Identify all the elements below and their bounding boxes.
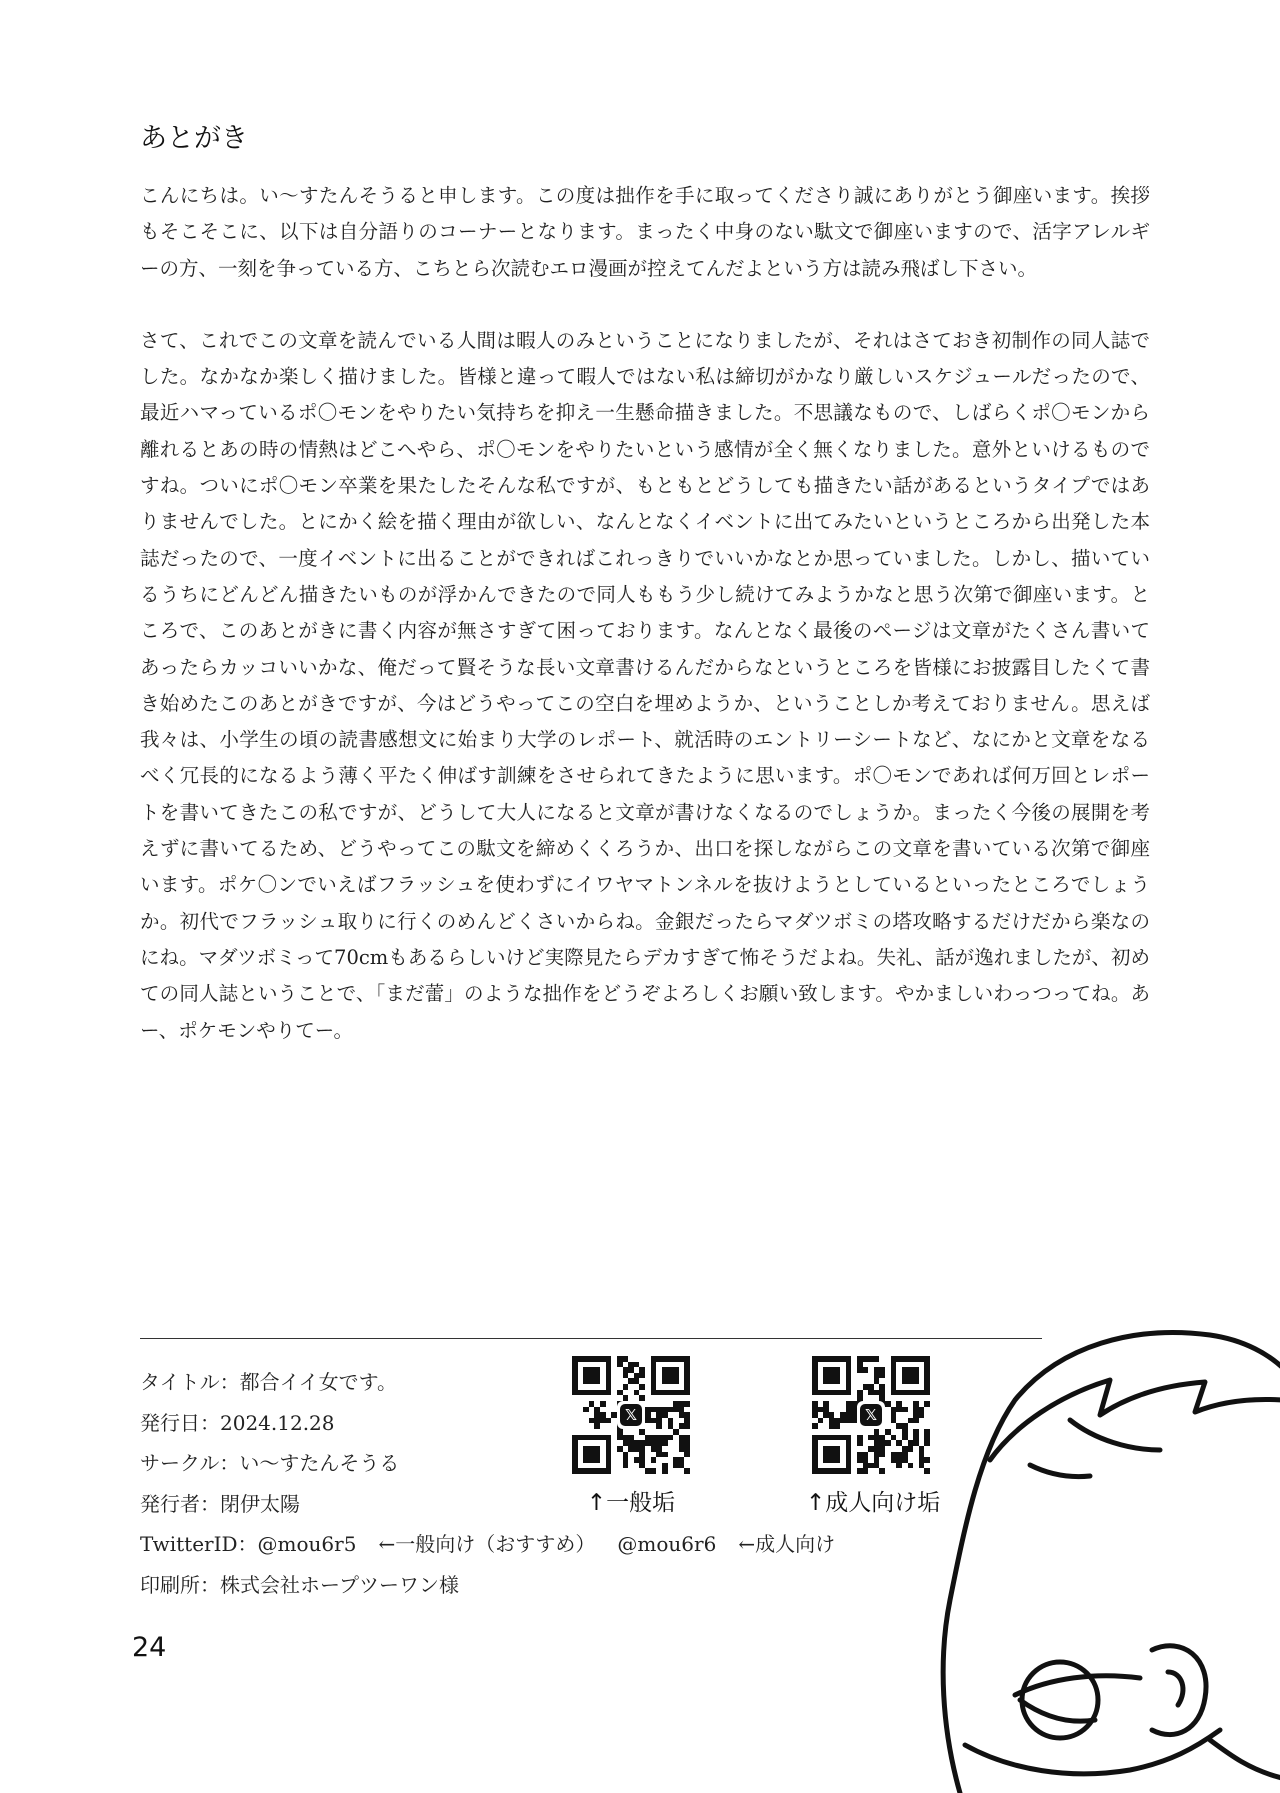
x-logo-icon: 𝕏	[857, 1401, 885, 1429]
x-logo-icon: 𝕏	[617, 1401, 645, 1429]
colophon-date: 発行日：2024.12.28	[140, 1410, 335, 1435]
hair-strand	[1070, 1420, 1160, 1450]
neck-line	[1210, 1740, 1280, 1778]
twitter-adult-note: ←成人向け	[738, 1532, 836, 1556]
eye-lash	[1020, 1700, 1095, 1721]
twitter-general-id: TwitterID：@mou6r5	[140, 1532, 357, 1556]
twitter-adult-id: @mou6r6	[617, 1532, 717, 1556]
colophon-circle: サークル：い〜すたんそうる	[140, 1451, 400, 1475]
divider-line	[140, 1338, 1042, 1339]
sleeping-face-drawing	[920, 1300, 1280, 1793]
qr-code-icon[interactable]	[572, 1356, 690, 1474]
colophon	[140, 1362, 840, 1605]
paragraph-intro: こんにちは。い〜すたんそうると申します。この度は拙作を手に取ってくださり誠にありがとう御座います。挨拶もそこそこに、以下は自分語りのコーナーとなります。まったく中身のない駄文で御座いますので、活字アレルギーの方、一刻を争っている方、こちとら次読むエロ漫画が控えてんだよという方は読み飛ばし下さい。	[140, 184, 1150, 280]
qr-module	[684, 1468, 690, 1474]
qr-general-account	[566, 1356, 696, 1517]
glasses-lens	[1022, 1662, 1098, 1738]
paragraph-main: さて、これでこの文章を読んでいる人間は暇人のみということになりましたが、それはさておき初制作の同人誌でした。なかなか楽しく描けました。皆様と違って暇人ではない私は締切がかなり厳しいスケジュールだったので、最近ハマっているポ〇モンをやりたい気持ちを抑え一生懸命描きました。不思議なもので、しばらくポ〇モンから離れるとあの時の情熱はどこへやら、ポ〇モンをやりたいという感情が全く無くなりました。意外といけるものですね。ついにポ〇モン卒業を果たしたそんな私ですが、もともとどうしても描きたい話があるというタイプではありませんでした。とにかく絵を描く理由が欲しい、なんとなくイベントに出てみたいというところから出発した本誌だったので、一度イベントに出ることができればこれっきりでいいかなとか思っていました。しかし、描いているうちにどんどん描きたいものが浮かんできたので同人ももう少し続けてみようかなと思う次第で御座います。ところで、このあとがきに書く内容が無さすぎて困っております。なんとなく最後のページは文章がたくさん書いてあったらカッコいいかな、俺だって賢そうな長い文章書けるんだからなというところを皆様にお披露目したくて書き始めたこのあとがきですが、今はどうやってこの空白を埋めようか、ということしか考えておりません。思えば我々は、小学生の頃の読書感想文に始まり大学のレポート、就活時のエントリーシートなど、なにかと文章をなるべく冗長的になるよう薄く平たく伸ばす訓練をさせられてきたように思います。ポ〇モンであれば何万回とレポートを書いてきたこの私ですが、どうして大人になると文章が書けなくなるのでしょうか。まったく今後の展開を考えずに書いてるため、どうやってこの駄文を締めくくろうか、出口を探しながらこの文章を書いている次第で御座います。ポケ〇ンでいえばフラッシュを使わずにイワヤマトンネルを抜けようとしているといったところでしょうか。初代でフラッシュ取りに行くのめんどくさいからね。金銀だったらマダツボミの塔攻略するだけだから楽なのにね。マダツボミって70cmもあるらしいけど実際見たらデカすぎて怖そうだよね。失礼、話が逸れましたが、初めての同人誌ということで、「まだ蕾」のような拙作をどうぞよろしくお願い致します。やかましいわっつってね。あー、ポケモンやりてー。	[140, 328, 1150, 1042]
colophon-publisher: 発行者：閉伊太陽	[140, 1491, 300, 1516]
qr-caption-adult: ↑成人向け垢	[806, 1490, 941, 1516]
page-number: 24	[132, 1632, 167, 1663]
colophon-twitter	[140, 1524, 840, 1565]
hair-strand	[1030, 1465, 1090, 1477]
qr-code-icon[interactable]	[812, 1356, 930, 1474]
closed-eye	[1015, 1676, 1140, 1695]
qr-adult-account	[806, 1356, 941, 1517]
page-title: あとがき	[140, 123, 248, 154]
colophon-printer: 印刷所：株式会社ホープツーワン様	[140, 1572, 459, 1597]
ear-inner	[1168, 1672, 1183, 1705]
qr-caption-general: ↑一般垢	[586, 1490, 676, 1516]
ear	[1152, 1646, 1206, 1735]
afterword-body	[140, 178, 1150, 1049]
colophon-title: タイトル：都合イイ女です。	[140, 1370, 397, 1394]
twitter-general-note: ←一般向け（おすすめ）	[378, 1532, 596, 1556]
jaw-line	[965, 1730, 1220, 1774]
